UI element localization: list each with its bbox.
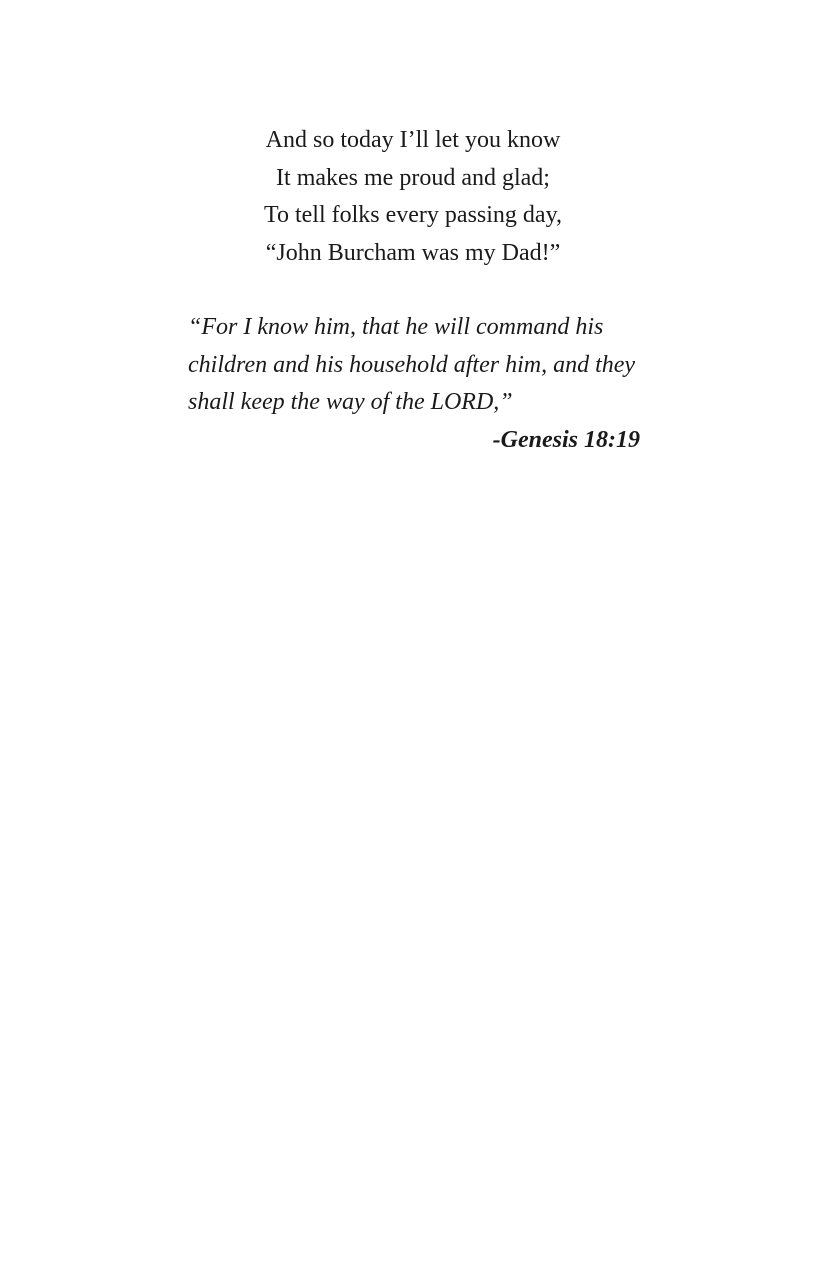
- quote-line: shall keep the way of the LORD,”: [188, 389, 513, 415]
- scripture-quote: [188, 309, 640, 459]
- poem-stanza: [0, 122, 825, 272]
- poem-line: It makes me proud and glad;: [276, 164, 550, 191]
- poem-line: And so today I’ll let you know: [265, 127, 561, 153]
- quote-line: “For I know him, that he will command his: [188, 314, 604, 340]
- poem-line: “John Burcham was my Dad!”: [265, 239, 561, 266]
- poem-line: To tell folks every passing day,: [263, 202, 563, 228]
- scripture-citation: -Genesis 18:19: [492, 426, 640, 453]
- quote-line: children and his household after him, and they: [188, 351, 636, 378]
